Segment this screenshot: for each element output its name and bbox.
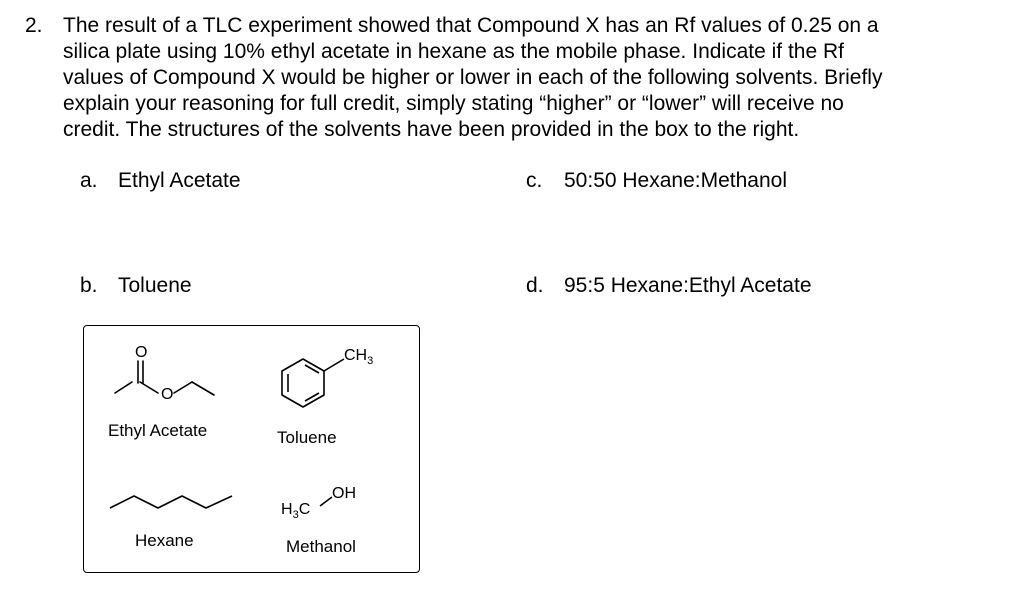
part-letter: d.	[526, 274, 544, 297]
part-text: Ethyl Acetate	[118, 169, 241, 192]
methyl-group-label: $CH_3$	[344, 347, 374, 368]
part-text: 50:50 Hexane:Methanol	[564, 169, 787, 192]
question-line: explain your reasoning for full credit, simply stating “higher” or “lower” will receive no	[63, 92, 844, 115]
part-c	[526, 168, 787, 194]
hydroxyl-label: OH	[332, 485, 356, 502]
ethyl-acetate-label: Ethyl Acetate	[108, 421, 208, 440]
question-text	[63, 13, 1003, 143]
part-d	[526, 273, 812, 299]
methanol-label: Methanol	[286, 537, 356, 556]
part-text: 95:5 Hexane:Ethyl Acetate	[564, 274, 812, 297]
question-line: The result of a TLC experiment showed that Compound X has an Rf values of 0.25 on a	[63, 14, 879, 37]
ester-oxygen-atom: O	[161, 386, 174, 403]
question-line: credit. The structures of the solvents have been provided in the box to the right.	[63, 118, 800, 141]
hexane-label: Hexane	[135, 531, 194, 550]
part-letter: c.	[526, 169, 543, 192]
toluene-label: Toluene	[277, 428, 337, 447]
hexane-structure	[108, 488, 238, 518]
question-line: silica plate using 10% ethyl acetate in hexane as the mobile phase. Indicate if the Rf	[63, 40, 844, 63]
question-line: values of Compound X would be higher or lower in each of the following solvents. Briefly	[63, 66, 883, 89]
part-letter: b.	[80, 274, 98, 297]
part-text: Toluene	[118, 274, 192, 297]
methyl-h3c-label: $H_3C$	[281, 501, 311, 522]
part-b	[80, 273, 192, 299]
question-number: 2.	[25, 14, 43, 37]
carbonyl-oxygen-atom: O	[135, 344, 148, 361]
part-letter: a.	[80, 169, 98, 192]
part-a	[80, 168, 241, 194]
